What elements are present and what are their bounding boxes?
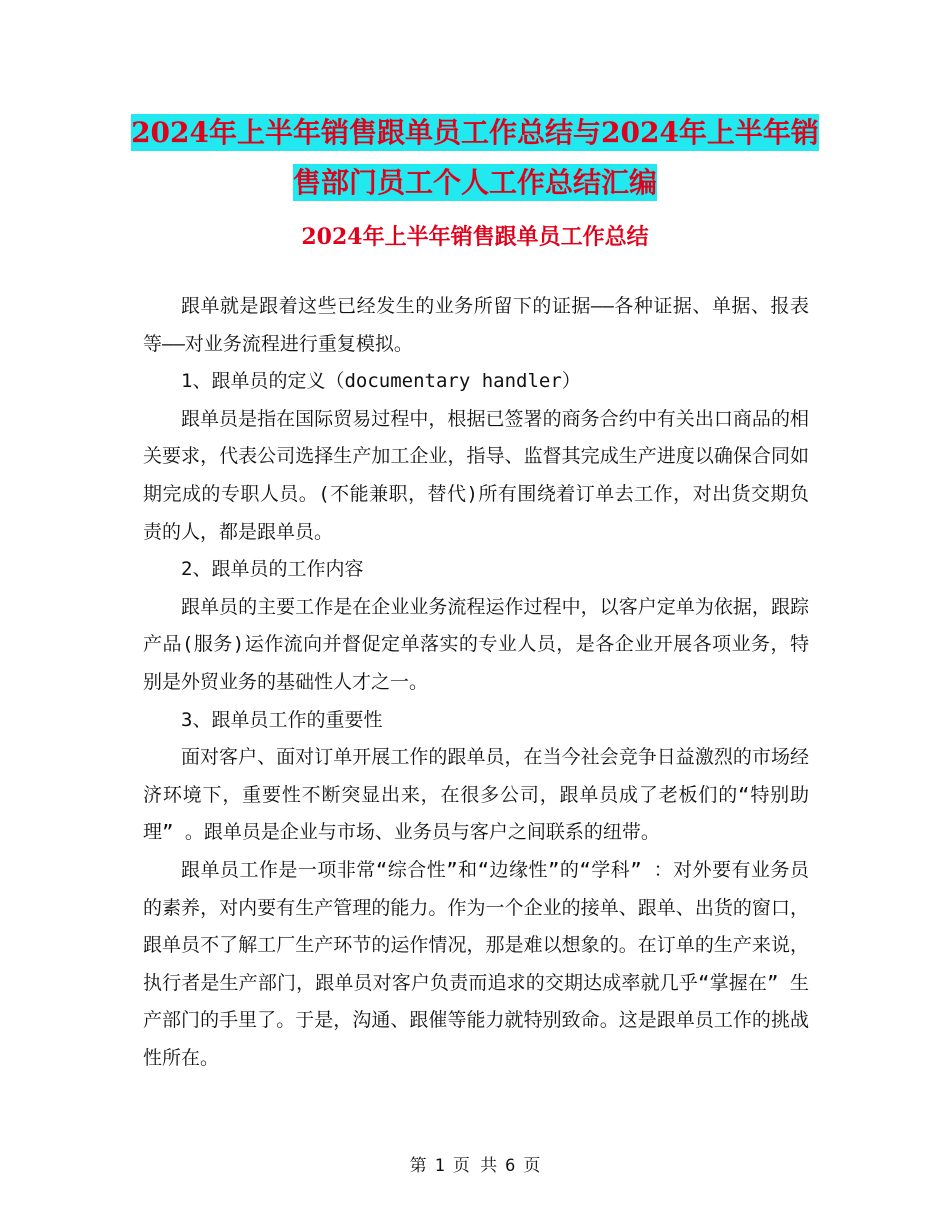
heading-work-content: 2、跟单员的工作内容 [181, 558, 364, 581]
paragraph-work-content: 跟单员的主要工作是在企业业务流程运作过程中，以客户定单为依据，跟踪产品(服务)运作流向并督促定单落实的专业人员，是各企业开展各项业务，特别是外贸业务的基础性人才之一。 [143, 595, 809, 693]
document-title-line-2: 售部门员工个人工作总结汇编 [292, 166, 657, 199]
page-footer [0, 1154, 950, 1178]
footer-middle: 页 共 [452, 1156, 498, 1176]
document-title-line-1: 2024年上半年销售跟单员工作总结与2024年上半年销 [131, 116, 819, 149]
paragraph-definition: 跟单员是指在国际贸易过程中，根据已签署的商务合约中有关出口商品的相关要求，代表公司选择生产加工企业，指导、监督其完成生产进度以确保合同如期完成的专职人员。(不能兼职，替代)所有围绕着订单去工作，对出货交期负责的人，都是跟单员。 [143, 407, 809, 543]
document-title [0, 108, 950, 208]
document-body [143, 288, 809, 1077]
section-title: 2024年上半年销售跟单员工作总结 [301, 224, 649, 250]
footer-prefix: 第 [409, 1156, 427, 1176]
paragraph-intro: 跟单就是跟着这些已经发生的业务所留下的证据——各种证据、单据、报表等——对业务流程进行重复模拟。 [143, 295, 809, 355]
footer-total-pages: 6 [505, 1156, 516, 1176]
paragraph-importance: 面对客户、面对订单开展工作的跟单员，在当今社会竞争日益激烈的市场经济环境下，重要性不断突显出来，在很多公司，跟单员成了老板们的“特别助理” 。跟单员是企业与市场、业务员与客户之间联系的纽带。 [143, 746, 809, 844]
heading-importance: 3、跟单员工作的重要性 [181, 708, 383, 731]
footer-suffix: 页 [523, 1156, 541, 1176]
footer-page-number: 1 [434, 1156, 445, 1176]
paragraph-challenge: 跟单员工作是一项非常“综合性”和“边缘性”的“学科” ：对外要有业务员的素养，对内要有生产管理的能力。作为一个企业的接单、跟单、出货的窗口，跟单员不了解工厂生产环节的运作情况，那是难以想象的。在订单的生产来说，执行者是生产部门，跟单员对客户负责而追求的交期达成率就几乎“掌握在” 生产部门的手里了。于是，沟通、跟催等能力就特别致命。这是跟单员工作的挑战性所在。 [143, 858, 809, 1069]
heading-definition: 1、跟单员的定义（documentary handler） [181, 370, 581, 393]
